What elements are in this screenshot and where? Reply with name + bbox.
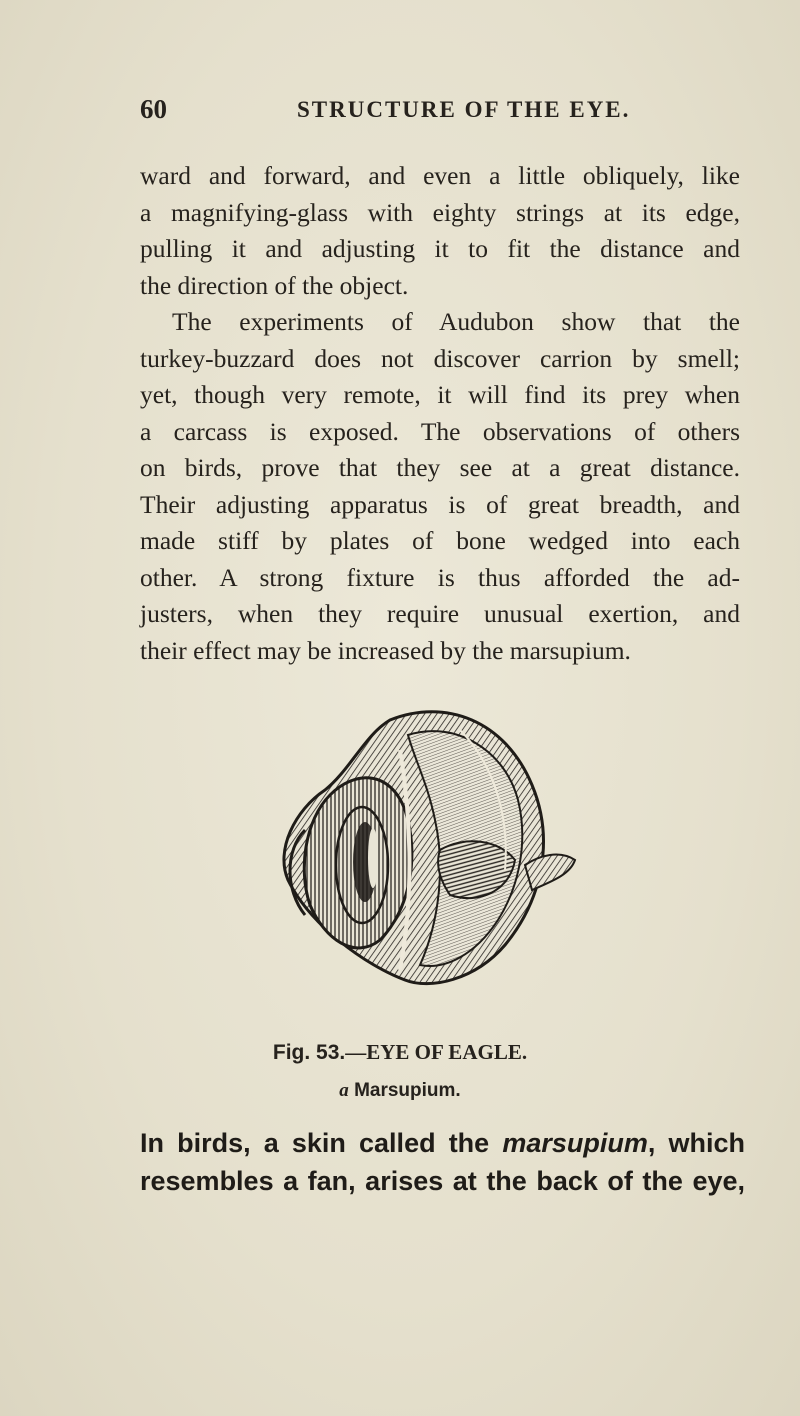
figure-legend xyxy=(0,1080,800,1102)
running-title: STRUCTURE OF THE EYE. xyxy=(297,97,631,122)
text-line: other. A strong fixture is thus afforded the ad- xyxy=(140,562,740,592)
figure-caption xyxy=(0,1040,800,1065)
text-line: made stiff by plates of bone wedged into each xyxy=(140,526,740,555)
text-line: their effect may be increased by the marsupium. xyxy=(140,635,631,665)
page-number: 60 xyxy=(140,94,167,124)
text-line: justers, when they require unusual exertion, and xyxy=(140,599,740,628)
legend-letter: a xyxy=(339,1080,349,1101)
eye-engraving xyxy=(270,690,590,1010)
text-line: Their adjusting apparatus is of great breadth, and xyxy=(140,489,740,519)
text-line: yet, though very remote, it will find its prey when xyxy=(140,380,740,409)
body-text-continued xyxy=(140,1124,745,1200)
text-line: The experiments of Audubon show that the xyxy=(172,307,740,336)
eagle-eye-illustration xyxy=(270,690,590,1010)
text-line: on birds, prove that they see at a great distance. xyxy=(140,453,740,482)
text-line: a carcass is exposed. The observations of others xyxy=(140,416,740,446)
figure-title: —EYE OF EAGLE. xyxy=(345,1040,528,1064)
text-line: ward and forward, and even a little obliquely, like xyxy=(140,161,740,190)
text-run: In birds, a skin called the xyxy=(140,1128,503,1158)
text-line: pulling it and adjusting it to fit the distance and xyxy=(140,234,740,263)
text-line: turkey-buzzard does not discover carrion by smell; xyxy=(140,343,740,373)
italic-term: marsupium xyxy=(502,1128,648,1158)
running-head xyxy=(140,94,740,134)
text-line xyxy=(140,1124,745,1162)
text-line: resembles a fan, arises at the back of the eye, xyxy=(140,1166,745,1196)
figure-label: Fig. 53. xyxy=(272,1041,346,1064)
legend-text: Marsupium. xyxy=(348,1080,461,1101)
text-line: the direction of the object. xyxy=(140,270,409,300)
text-run: , which xyxy=(647,1128,745,1158)
body-text xyxy=(140,158,740,669)
text-line: a magnifying-glass with eighty strings at its edge, xyxy=(140,197,740,227)
